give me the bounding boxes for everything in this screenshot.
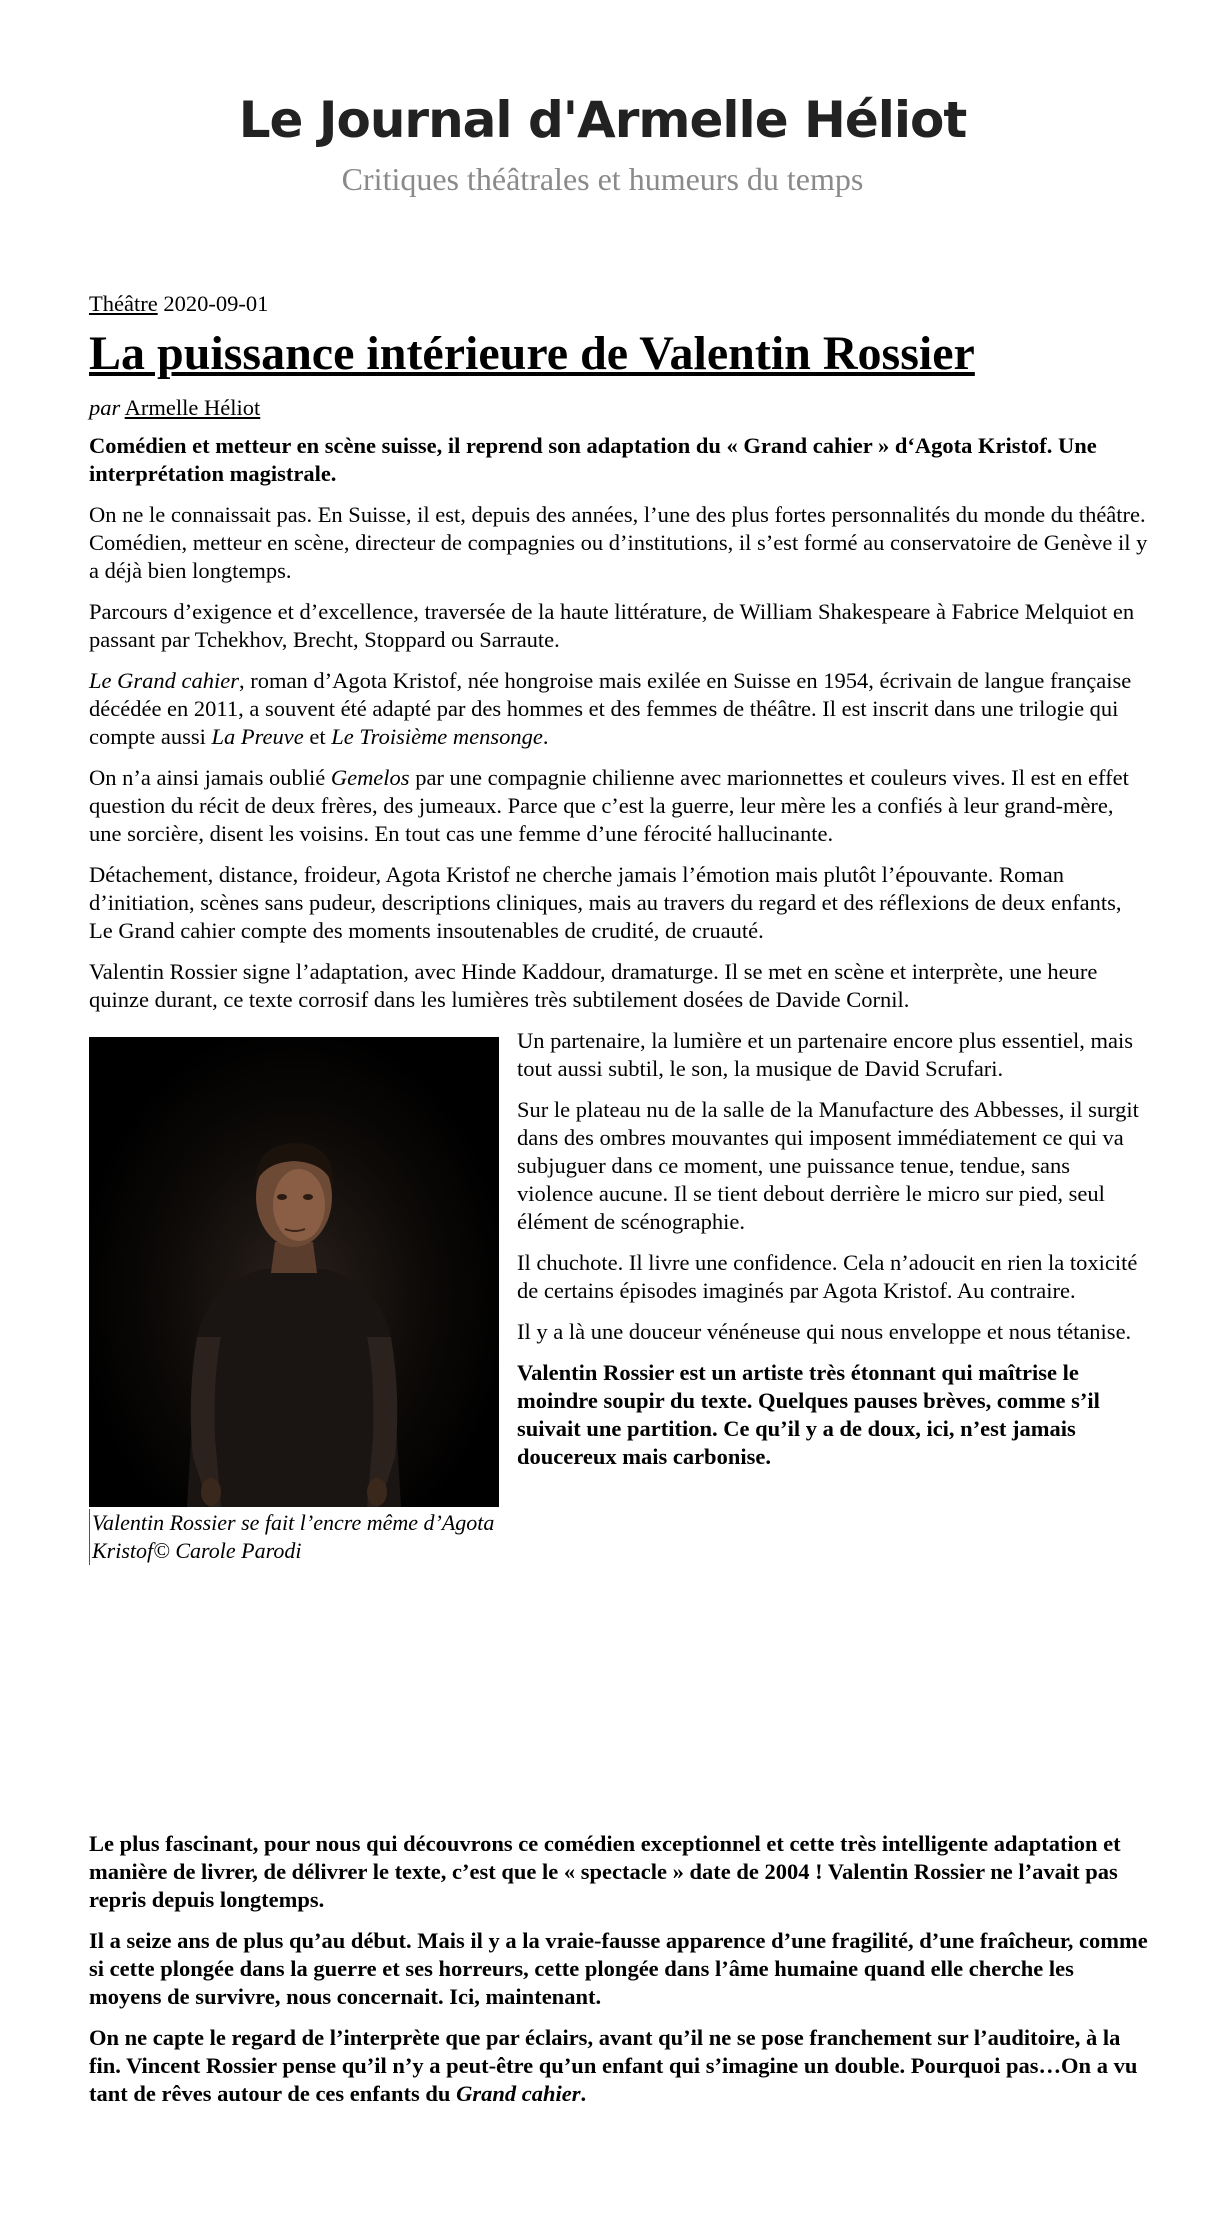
article-conclusion	[89, 1830, 1149, 2121]
paragraph: Valentin Rossier signe l’adaptation, avec Hinde Kaddour, dramaturge. Il se met en scène et interprète, une heure quinze durant, ce texte corrosif dans les lumières très subtilement dosées de Davide Cornil.	[89, 959, 1098, 1012]
site-masthead	[0, 91, 1205, 197]
photo-caption: Valentin Rossier se fait l’encre même d’Agota Kristof© Carole Parodi	[89, 1509, 502, 1565]
article-meta	[89, 290, 1149, 318]
paragraph: On n’a ainsi jamais oublié Gemelos par une compagnie chilienne avec marionnettes et couleurs vives. Il est en effet question du récit de deux frères, des jumeaux. Parce que c’est la guerre, leur mère les a confiés à leur grand-mère, une sorcière, disent les voisins. En tout cas une femme d’une férocité hallucinante.	[89, 765, 1129, 846]
article-date: 2020-09-01	[163, 291, 269, 316]
paragraph: Il chuchote. Il livre une confidence. Cela n’adoucit en rien la toxicité de certains épisodes imaginés par Agota Kristof. Au contraire.	[517, 1250, 1138, 1303]
paragraph: On ne capte le regard de l’interprète que par éclairs, avant qu’il ne se pose franchement sur l’auditoire, à la fin. Vincent Rossier pense qu’il n’y a peut-être qu’un enfant qui s’imagine un double. Pourquoi pas…On a vu tant de rêves autour de ces enfants du Grand cahier.	[89, 2025, 1138, 2106]
article-title: La puissance intérieure de Valentin Rossier	[89, 327, 975, 380]
byline-prefix: par	[89, 395, 121, 420]
site-name[interactable]: Le Journal d'Armelle Héliot	[238, 91, 967, 149]
article	[89, 290, 1149, 1587]
show-title: Gemelos	[330, 765, 410, 790]
category-link[interactable]: Théâtre	[89, 291, 158, 316]
article-lead: Comédien et metteur en scène suisse, il reprend son adaptation du « Grand cahier » d‘Agota Kristof. Une interprétation magistrale.	[89, 433, 1097, 486]
paragraph: Un partenaire, la lumière et un partenaire encore plus essentiel, mais tout aussi subtil, le son, la musique de David Scrufari.	[517, 1028, 1133, 1081]
paragraph: Il a seize ans de plus qu’au début. Mais il y a la vraie-fausse apparence d’une fragilité, d’une fraîcheur, comme si cette plongée dans la guerre et ses horreurs, cette plongée dans l’âme humaine quand elle cherche les moyens de survivre, nous concernait. Ici, maintenant.	[89, 1928, 1148, 2009]
paragraph: Sur le plateau nu de la salle de la Manufacture des Abbesses, il surgit dans des ombres mouvantes qui imposent immédiatement ce qui va subjuguer dans ce moment, une puissance tenue, tendue, sans violence aucune. Il se tient debout derrière le micro sur pied, seul élément de scénographie.	[517, 1097, 1139, 1234]
actor-silhouette	[89, 1037, 499, 1507]
book-title: Le Grand cahier	[89, 668, 239, 693]
book-title: Grand cahier	[456, 2081, 581, 2106]
site-tagline: Critiques théâtrales et humeurs du temps	[341, 161, 864, 197]
paragraph: On ne le connaissait pas. En Suisse, il est, depuis des années, l’une des plus fortes personnalités du monde du théâtre. Comédien, metteur en scène, directeur de compagnies ou d’institutions, il s’est formé au conservatoire de Genève il y a déjà bien longtemps.	[89, 502, 1148, 583]
paragraph: Le plus fascinant, pour nous qui découvrons ce comédien exceptionnel et cette très intelligente adaptation et manière de livrer, de délivrer le texte, c’est que le « spectacle » date de 2004 ! Valentin Rossier ne l’avait pas repris depuis longtemps.	[89, 1831, 1121, 1912]
paragraph: Parcours d’exigence et d’excellence, traversée de la haute littérature, de William Shakespeare à Fabrice Melquiot en passant par Tchekhov, Brecht, Stoppard ou Sarraute.	[89, 599, 1135, 652]
side-column	[517, 1027, 1149, 1484]
book-title: Le Troisième mensonge	[331, 724, 543, 749]
paragraph: Il y a là une douceur vénéneuse qui nous enveloppe et nous tétanise.	[517, 1319, 1132, 1344]
book-title: La Preuve	[211, 724, 304, 749]
paragraph: Valentin Rossier est un artiste très étonnant qui maîtrise le moindre soupir du texte. Quelques pauses brèves, comme s’il suivait une partition. Ce qu’il y a de doux, ici, n’est jamais doucereux mais carbonise.	[517, 1360, 1100, 1469]
actor-photo[interactable]	[89, 1037, 499, 1507]
author-link[interactable]: Armelle Héliot	[124, 395, 261, 420]
paragraph: Le Grand cahier, roman d’Agota Kristof, née hongroise mais exilée en Suisse en 1954, écrivain de langue française décédée en 2011, a souvent été adapté par des hommes et des femmes de théâtre. Il est inscrit dans une trilogie qui compte aussi La Preuve et Le Troisième mensonge.	[89, 668, 1132, 749]
figure-row	[89, 1027, 1149, 1587]
paragraph: Détachement, distance, froideur, Agota Kristof ne cherche jamais l’émotion mais plutôt l’épouvante. Roman d’initiation, scènes sans pudeur, descriptions cliniques, mais au travers du regard et des réflexions de deux enfants, Le Grand cahier compte des moments insoutenables de crudité, de cruauté.	[89, 862, 1122, 943]
byline	[89, 394, 1149, 422]
